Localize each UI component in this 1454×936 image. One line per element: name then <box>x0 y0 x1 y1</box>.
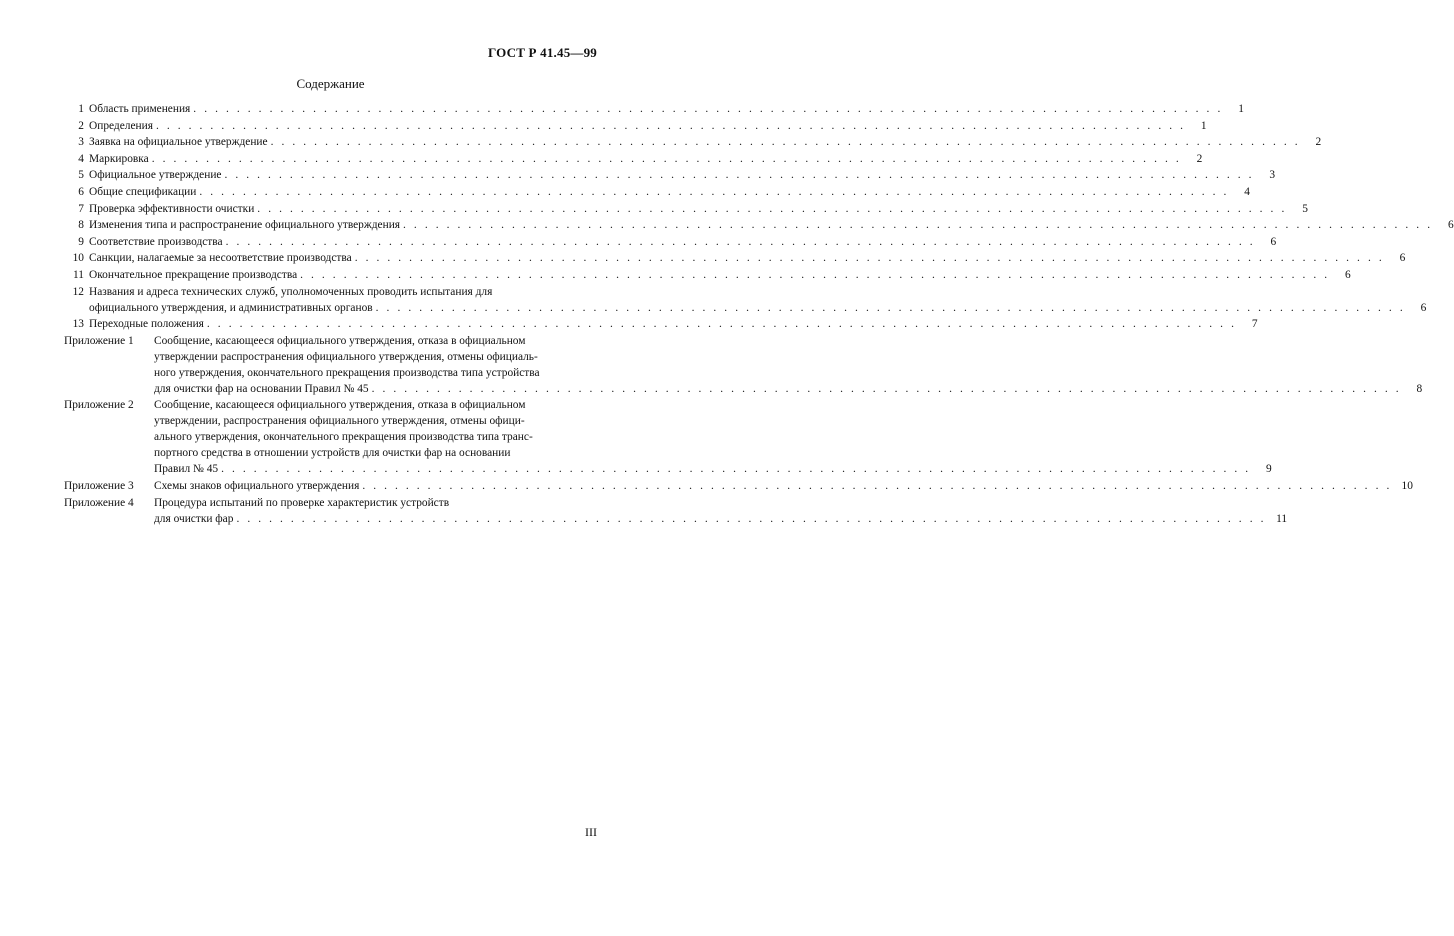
toc-entry-title-line: Правил № 45 <box>154 463 219 476</box>
toc-page-number: 1 <box>1238 103 1244 115</box>
toc-entry-title-line: утверждении распространения официального утверждения, отмены официаль- <box>154 350 538 363</box>
toc-entry-text <box>84 151 1202 167</box>
section-number: 4 <box>78 152 84 165</box>
toc-entry-title-line: ального утверждения, окончательного прекращения производства типа транс- <box>154 431 533 444</box>
page-number: III <box>585 825 597 839</box>
table-of-contents <box>64 101 1454 527</box>
toc-section-entry <box>64 250 1406 266</box>
toc-page-number: 2 <box>1315 136 1322 149</box>
dot-leader <box>199 184 1229 200</box>
toc-entry-title-line: Сообщение, касающееся официального утверждения, отказа в официальном <box>154 334 526 347</box>
dot-leader <box>271 134 1301 150</box>
section-number: 11 <box>73 268 84 281</box>
toc-entry-text <box>84 167 1275 183</box>
section-number: 13 <box>72 318 84 331</box>
toc-page-number: 3 <box>1269 169 1276 182</box>
toc-appendix-entry <box>64 495 1288 527</box>
toc-section-entry <box>64 284 1427 316</box>
appendix-label: Приложение 2 <box>64 399 134 412</box>
toc-page-number: 7 <box>1251 318 1258 331</box>
toc-entry-title-line: Определения <box>89 119 153 132</box>
appendix-label: Приложение 3 <box>64 479 134 492</box>
dot-leader <box>207 316 1237 332</box>
toc-page-number: 6 <box>1345 268 1351 281</box>
toc-section-entry <box>64 134 1322 150</box>
toc-entry-title-line: официального утверждения, и административных органов <box>89 301 373 314</box>
dot-leader <box>362 478 1392 494</box>
dot-leader <box>300 267 1330 283</box>
section-number: 3 <box>78 136 84 149</box>
toc-entry-title-line: Заявка на официальное утверждение <box>89 136 268 149</box>
toc-appendix-entry <box>64 478 1413 494</box>
toc-page-number: 5 <box>1302 202 1308 215</box>
toc-page-number: 6 <box>1270 235 1277 248</box>
toc-entry-title-line: Соответствие производства <box>89 235 223 248</box>
toc-entry-text <box>84 101 1244 117</box>
toc-entry-text <box>154 495 1287 527</box>
toc-entry-title-line: Маркировка <box>89 152 149 165</box>
toc-appendix-entry <box>64 397 1272 477</box>
toc-page-number: 6 <box>1420 301 1427 314</box>
toc-entry-text <box>154 478 1413 494</box>
toc-entry-title-line: портного средства в отношении устройств для очистки фар на основании <box>154 447 511 460</box>
section-number: 1 <box>78 103 84 115</box>
toc-entry-title-line: Изменения типа и распространение официального утверждения <box>89 219 401 232</box>
toc-section-entry <box>64 167 1276 183</box>
toc-entry-title-line: Область применения <box>89 103 191 115</box>
toc-entry-title-line: Схемы знаков официального утверждения <box>154 479 360 492</box>
toc-entry-title-line: для очистки фар <box>154 512 234 525</box>
toc-entry-title-line: Переходные положения <box>89 318 204 331</box>
toc-entry-title-line: ного утверждения, окончательного прекращения производства типа устройства <box>154 366 540 379</box>
section-number: 7 <box>78 202 84 215</box>
toc-entry-text <box>84 284 1426 316</box>
dot-leader <box>372 381 1402 397</box>
toc-section-entry <box>64 184 1250 200</box>
toc-section-entry <box>64 201 1308 217</box>
dot-leader <box>152 151 1182 167</box>
toc-entry-text <box>154 333 1422 397</box>
dot-leader <box>257 201 1287 217</box>
dot-leader <box>226 234 1256 250</box>
toc-page-number: 10 <box>1401 479 1413 492</box>
toc-entry-text <box>84 250 1405 266</box>
dot-leader <box>156 118 1186 134</box>
toc-page-number: 6 <box>1399 252 1406 265</box>
standard-code: ГОСТ Р 41.45—99 <box>488 45 597 60</box>
section-number: 8 <box>78 219 84 232</box>
toc-title: Содержание <box>296 76 365 91</box>
toc-entry-text <box>84 134 1321 150</box>
dot-leader <box>193 101 1223 117</box>
toc-page-number: 2 <box>1196 152 1203 165</box>
toc-page-number: 1 <box>1200 119 1207 132</box>
dot-leader <box>221 461 1251 477</box>
dot-leader <box>403 217 1433 233</box>
toc-appendix-entry <box>64 333 1423 397</box>
toc-entry-text <box>84 201 1308 217</box>
toc-page-number: 11 <box>1276 512 1288 525</box>
dot-leader <box>376 300 1406 316</box>
appendix-label: Приложение 1 <box>64 334 134 347</box>
toc-entry-title-line: Официальное утверждение <box>89 169 222 182</box>
toc-entry-title-line: утверждении, распространения официального утверждения, отмены офици- <box>154 415 525 428</box>
toc-entry-text <box>84 118 1207 134</box>
toc-entry-text <box>84 267 1351 283</box>
toc-page-number: 8 <box>1416 382 1423 395</box>
toc-section-entry <box>64 118 1207 134</box>
toc-section-entry <box>64 101 1244 117</box>
toc-entry-title-line: Санкции, налагаемые за несоответствие производства <box>89 252 352 265</box>
section-number: 2 <box>78 119 84 132</box>
section-number: 9 <box>78 235 84 248</box>
toc-entry-text <box>84 234 1276 250</box>
toc-entry-text <box>154 397 1272 477</box>
toc-page-number: 6 <box>1447 219 1454 232</box>
toc-page-number: 4 <box>1244 185 1250 198</box>
toc-entry-title-line: Названия и адреса технических служб, уполномоченных проводить испытания для <box>89 285 493 298</box>
appendix-label: Приложение 4 <box>64 496 134 509</box>
dot-leader <box>224 167 1254 183</box>
dot-leader <box>355 250 1385 266</box>
toc-section-entry <box>64 151 1203 167</box>
toc-section-entry <box>64 234 1277 250</box>
toc-page-number: 9 <box>1266 463 1272 476</box>
toc-entry-title-line: Общие спецификации <box>89 185 197 198</box>
toc-section-entry <box>64 217 1454 233</box>
toc-entry-title-line: Сообщение, касающееся официального утверждения, отказа в официальном <box>154 399 526 412</box>
dot-leader <box>236 511 1266 527</box>
toc-section-entry <box>64 316 1258 332</box>
toc-entry-text <box>84 217 1454 233</box>
toc-entry-text <box>84 184 1250 200</box>
toc-entry-text <box>84 316 1258 332</box>
section-number: 6 <box>78 185 84 198</box>
toc-entry-title-line: для очистки фар на основании Правил № 45 <box>154 382 369 395</box>
toc-entry-title-line: Проверка эффективности очистки <box>89 202 255 215</box>
section-number: 5 <box>78 169 84 182</box>
toc-entry-title-line: Окончательное прекращение производства <box>89 268 298 281</box>
toc-section-entry <box>64 267 1351 283</box>
section-number: 10 <box>72 252 84 265</box>
toc-entry-title-line: Процедура испытаний по проверке характеристик устройств <box>154 496 450 509</box>
section-number: 12 <box>72 285 84 298</box>
